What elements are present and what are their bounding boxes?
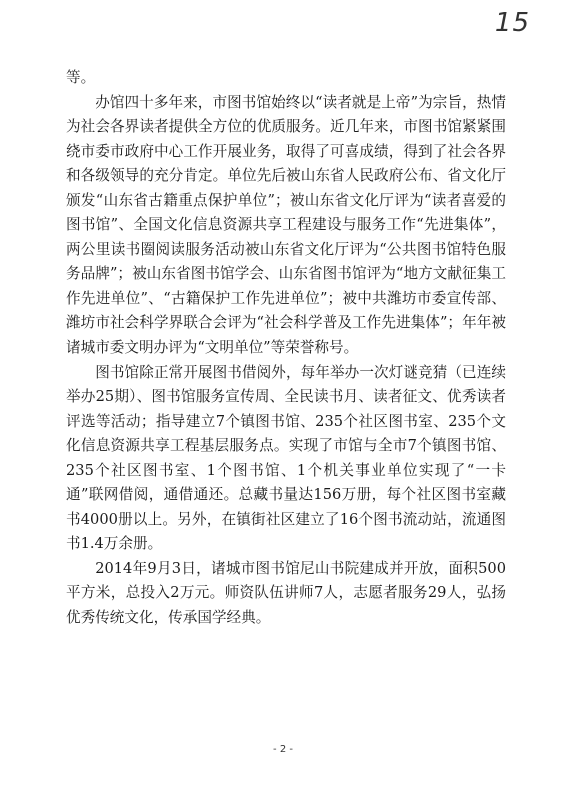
- page-number: - 2 -: [273, 744, 293, 755]
- paragraph-nishan-academy: 2014年9月3日，诸城市图书馆尼山书院建成并开放，面积500平方米，总投入2万元。师资队伍讲师7人，志愿者服务29人，弘扬优秀传统文化，传承国学经典。: [66, 559, 506, 627]
- paragraph-service-honors: 办馆四十多年来，市图书馆始终以“读者就是上帝”为宗旨，热情为社会各界读者提供全方位的优质服务。近几年来，市图书馆紧紧围绕市委市政府中心工作开展业务，取得了可喜成绩，得到了社会各界和各级领导的充分肯定。单位先后被山东省人民政府公布、省文化厅颁发“山东省古籍重点保护单位”；被山东省文化厅评为“读者喜爱的图书馆”、全国文化信息资源共享工程建设与服务工作“先进集体”，两公里读书圈阅读服务活动被山东省文化厅评为“公共图书馆特色服务品牌”；被山东省图书馆学会、山东省图书馆评为“地方文献征集工作先进单位”、“古籍保护工作先进单位”；被中共潍坊市委宣传部、潍坊市社会科学界联合会评为“社会科学普及工作先进集体”；年年被诸城市委文明办评为“文明单位”等荣誉称号。: [66, 93, 506, 357]
- paragraph-continuation: 等。: [66, 69, 96, 86]
- paragraph-activities-collection: 图书馆除正常开展图书借阅外，每年举办一次灯谜竞猜（已连续举办25期）、图书馆服务宣传周、全民读书月、读者征文、优秀读者评选等活动；指导建立7个镇图书馆、235个社区图书室、235个文化信息资源共享工程基层服务点。实现了市馆与全市7个镇图书馆、235个社区图书室、1个图书馆、1个机关事业单位实现了“一卡通”联网借阅，通借通还。总藏书量达156万册，每个社区图书室藏书4000册以上。另外，在镇街社区建立了16个图书流动站，流通图书1.4万余册。: [66, 363, 506, 553]
- handwritten-page-mark: 15: [494, 8, 530, 38]
- document-body: [66, 66, 506, 631]
